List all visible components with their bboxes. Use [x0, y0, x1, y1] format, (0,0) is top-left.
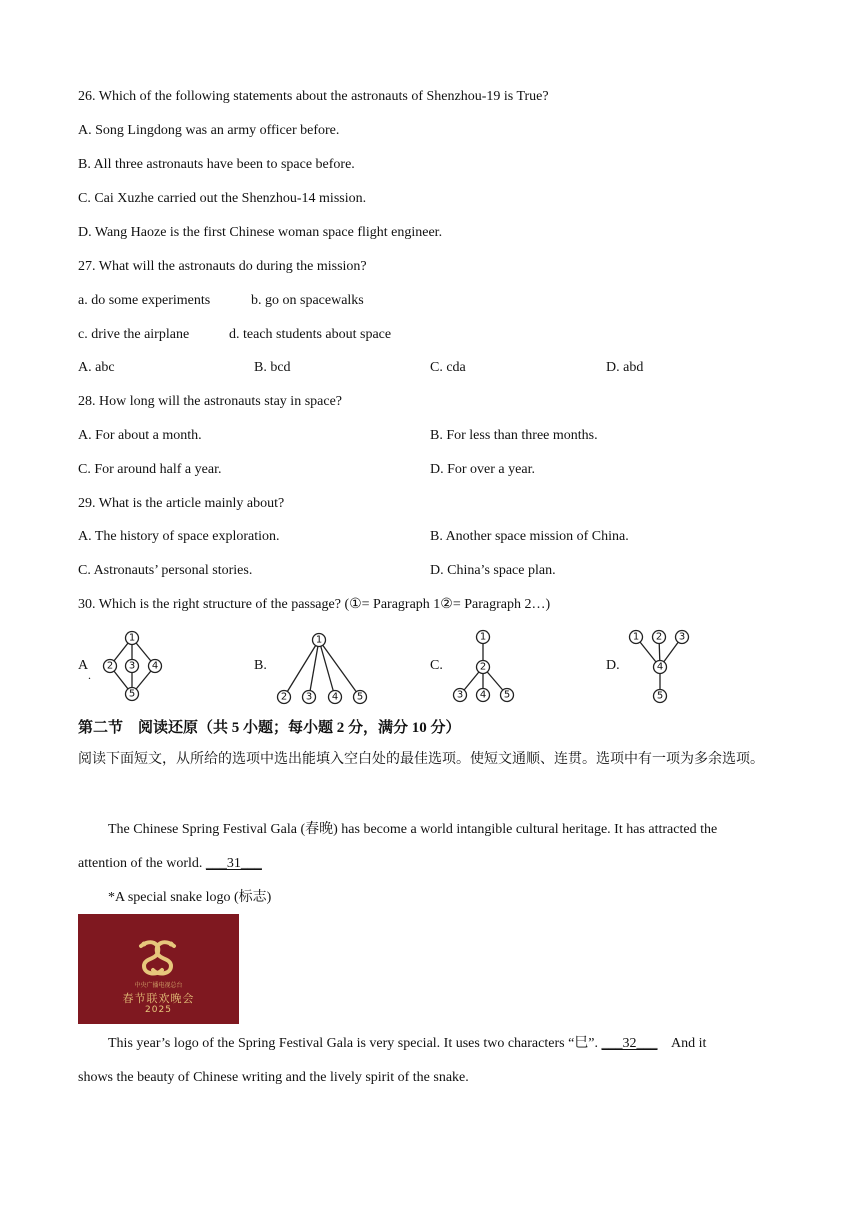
- structure-diagram-c: [446, 626, 520, 706]
- diagram-c-node-2: 2: [479, 661, 487, 673]
- diagram-b-node-3: 3: [305, 691, 313, 703]
- q26-option-d: D. Wang Haoze is the first Chinese woman space flight engineer.: [78, 225, 443, 240]
- blank-32: ___32___: [601, 1036, 658, 1051]
- logo-small-text: 中央广播电视总台: [134, 982, 183, 989]
- q29-option-b: B. Another space mission of China.: [430, 529, 629, 544]
- diagram-a-node-2: 2: [106, 660, 114, 672]
- spring-festival-gala-logo: [78, 914, 239, 1024]
- passage-paragraph-1-line-2: [78, 855, 262, 873]
- q30-label-a-dot: .: [88, 668, 91, 682]
- q29-stem: 29. What is the article mainly about?: [78, 496, 285, 511]
- diagram-b-node-1: 1: [315, 634, 323, 646]
- q28-option-d: D. For over a year.: [430, 462, 535, 477]
- diagram-b-node-2: 2: [280, 691, 288, 703]
- diagram-b-node-5: 5: [356, 691, 364, 703]
- q27-item-b: b. go on spacewalks: [251, 293, 364, 308]
- q30-label-a: A: [78, 658, 89, 673]
- q28-stem: 28. How long will the astronauts stay in space?: [78, 394, 343, 409]
- diagram-d-node-4: 4: [656, 661, 664, 673]
- passage-paragraph-1-line-1: The Chinese Spring Festival Gala (春晚) has become a world intangible cultural heritage. It has attracted the: [108, 822, 718, 837]
- logo-subheading: *A special snake logo (标志): [108, 890, 272, 905]
- structure-diagram-b: [270, 626, 374, 706]
- q27-item-c: c. drive the airplane: [78, 327, 190, 342]
- diagram-a-node-5: 5: [128, 688, 136, 700]
- q28-option-a: A. For about a month.: [78, 428, 202, 443]
- diagram-a-node-4: 4: [151, 660, 159, 672]
- diagram-a-node-1: 1: [128, 632, 136, 644]
- q27-option-b: B. bcd: [254, 360, 291, 375]
- diagram-d-node-3: 3: [678, 631, 686, 643]
- paragraph-1-text: attention of the world.: [78, 856, 203, 871]
- logo-year: 2025: [145, 1005, 172, 1015]
- diagram-c-node-1: 1: [479, 631, 487, 643]
- paragraph-2-continuation: And it: [671, 1036, 707, 1051]
- q26-stem: 26. Which of the following statements about the astronauts of Shenzhou-19 is True?: [78, 89, 549, 104]
- q27-option-d: D. abd: [606, 360, 644, 375]
- structure-diagram-d: [624, 626, 698, 706]
- diagram-b-node-4: 4: [331, 691, 339, 703]
- q29-option-c: C. Astronauts’ personal stories.: [78, 563, 253, 578]
- q29-option-d: D. China’s space plan.: [430, 563, 556, 578]
- q28-option-b: B. For less than three months.: [430, 428, 598, 443]
- passage-paragraph-2-line-2: shows the beauty of Chinese writing and the lively spirit of the snake.: [78, 1070, 469, 1085]
- diagram-c-node-3: 3: [456, 689, 464, 701]
- section-heading: 第二节 阅读还原（共 5 小题；每小题 2 分，满分 10 分）: [78, 720, 461, 736]
- q26-option-a: A. Song Lingdong was an army officer before.: [78, 123, 340, 138]
- diagram-d-node-2: 2: [655, 631, 663, 643]
- structure-diagram-a: [96, 626, 170, 704]
- diagram-d-node-5: 5: [656, 690, 664, 702]
- section-instructions: 阅读下面短文，从所给的选项中选出能填入空白处的最佳选项。使短文通顺、连贯。选项中有一项为多余选项。: [78, 752, 764, 767]
- blank-31: ___31___: [205, 856, 262, 871]
- passage-paragraph-2-line-1: [108, 1035, 706, 1053]
- logo-title: 春节联欢晚会: [122, 992, 195, 1005]
- q27-item-d: d. teach students about space: [229, 327, 392, 342]
- q30-label-b: B.: [254, 658, 267, 673]
- q28-option-c: C. For around half a year.: [78, 462, 222, 477]
- diagram-c-node-5: 5: [503, 689, 511, 701]
- q26-option-b: B. All three astronauts have been to space before.: [78, 157, 355, 172]
- paragraph-2-text: This year’s logo of the Spring Festival Gala is very special. It uses two characters “巳”.: [108, 1036, 598, 1051]
- q27-option-c: C. cda: [430, 360, 466, 375]
- q27-option-a: A. abc: [78, 360, 115, 375]
- q30-label-d: D.: [606, 658, 620, 673]
- diagram-d-node-1: 1: [632, 631, 640, 643]
- q29-option-a: A. The history of space exploration.: [78, 529, 280, 544]
- q27-item-a: a. do some experiments: [78, 293, 211, 308]
- q30-label-c: C.: [430, 658, 443, 673]
- q30-stem: 30. Which is the right structure of the passage? (①= Paragraph 1②= Paragraph 2…): [78, 597, 551, 612]
- q26-option-c: C. Cai Xuzhe carried out the Shenzhou-14 mission.: [78, 191, 367, 206]
- diagram-c-node-4: 4: [479, 689, 487, 701]
- diagram-a-node-3: 3: [128, 660, 136, 672]
- q27-stem: 27. What will the astronauts do during the mission?: [78, 259, 367, 274]
